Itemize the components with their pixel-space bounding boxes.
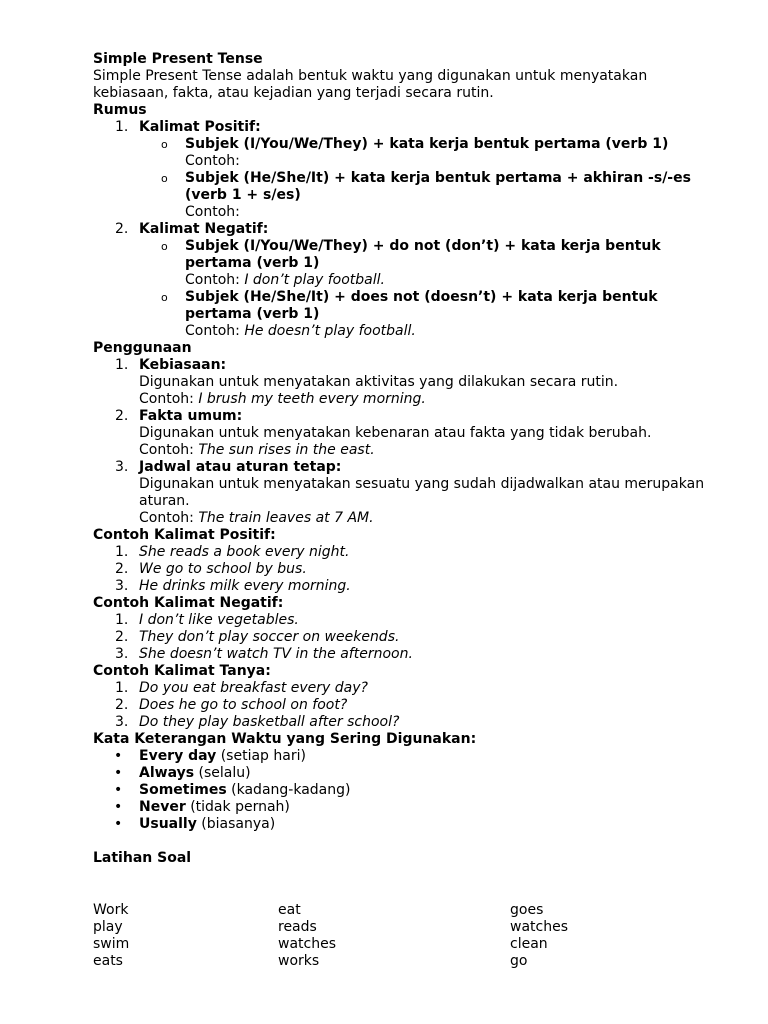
list-number: 1. <box>115 357 129 373</box>
contoh-line <box>139 391 718 408</box>
list-item <box>93 680 718 697</box>
circle-bullet-icon: o <box>161 291 168 304</box>
latihan-heading: Latihan Soal <box>93 850 192 866</box>
list-item <box>93 561 718 578</box>
contoh-text: The sun rises in the east. <box>198 442 375 458</box>
document-page <box>93 51 718 867</box>
negatif-heading: Contoh Kalimat Negatif: <box>93 595 284 611</box>
list-item <box>93 629 718 646</box>
list-number: 1. <box>115 612 129 628</box>
table-cell: reads <box>278 919 317 935</box>
rumus-subitem <box>139 238 718 289</box>
adverb-word: Always <box>139 765 195 781</box>
table-row <box>93 936 693 953</box>
adverb-word: Usually <box>139 816 197 832</box>
list-item <box>93 697 718 714</box>
example-sentence: He drinks milk every morning. <box>139 578 351 594</box>
rumus-subitem <box>139 136 718 170</box>
rumus-sublist <box>139 238 718 340</box>
contoh-label: Contoh: <box>185 323 240 339</box>
list-number: 2. <box>115 408 129 424</box>
table-row <box>93 902 693 919</box>
list-number: 3. <box>115 578 129 594</box>
table-cell: Work <box>93 902 129 918</box>
example-sentence: We go to school by bus. <box>139 561 307 577</box>
adverb-meaning: (tidak pernah) <box>190 799 290 815</box>
list-item <box>93 646 718 663</box>
example-sentence: Does he go to school on foot? <box>139 697 348 713</box>
rumus-sublist <box>139 136 718 221</box>
adverb-meaning: (kadang-kadang) <box>231 782 351 798</box>
contoh-line <box>185 272 718 289</box>
circle-bullet-icon: o <box>161 172 168 185</box>
rumus-formula: Subjek (I/You/We/They) + kata kerja bentuk pertama (verb 1) <box>185 136 669 152</box>
rumus-formula: Subjek (He/She/It) + does not (doesn’t) + kata kerja bentuk pertama (verb 1) <box>185 289 658 322</box>
table-cell: works <box>278 953 320 969</box>
list-number: 2. <box>115 697 129 713</box>
bullet-icon: • <box>114 799 123 815</box>
intro-paragraph: Simple Present Tense adalah bentuk waktu yang digunakan untuk menyatakan kebiasaan, fakta, atau kejadian yang terjadi secara rutin. <box>93 68 648 101</box>
rumus-item <box>93 221 718 340</box>
table-cell: play <box>93 919 123 935</box>
table-cell: goes <box>510 902 544 918</box>
list-number: 2. <box>115 221 129 237</box>
latihan-word-table <box>93 902 693 970</box>
list-number: 1. <box>115 680 129 696</box>
penggunaan-desc: Digunakan untuk menyatakan kebenaran atau fakta yang tidak berubah. <box>139 425 652 441</box>
contoh-label: Contoh: <box>185 204 240 220</box>
contoh-line <box>139 442 718 459</box>
penggunaan-label: Fakta umum: <box>139 408 243 424</box>
contoh-text: I brush my teeth every morning. <box>198 391 426 407</box>
list-item <box>93 544 718 561</box>
rumus-subitem <box>139 289 718 340</box>
list-item <box>93 782 718 799</box>
list-item <box>93 612 718 629</box>
list-number: 2. <box>115 629 129 645</box>
rumus-label: Kalimat Negatif: <box>139 221 269 237</box>
circle-bullet-icon: o <box>161 138 168 151</box>
page-title: Simple Present Tense <box>93 51 263 67</box>
list-number: 1. <box>115 119 129 135</box>
table-cell: swim <box>93 936 130 952</box>
list-number: 3. <box>115 459 129 475</box>
example-sentence: Do they play basketball after school? <box>139 714 400 730</box>
example-sentence: I don’t like vegetables. <box>139 612 299 628</box>
contoh-label: Contoh: <box>139 391 194 407</box>
tanya-list <box>93 680 718 731</box>
penggunaan-list <box>93 357 718 527</box>
rumus-list <box>93 119 718 340</box>
contoh-label: Contoh: <box>185 272 240 288</box>
table-cell: eat <box>278 902 301 918</box>
penggunaan-label: Jadwal atau aturan tetap: <box>139 459 342 475</box>
list-number: 3. <box>115 646 129 662</box>
penggunaan-desc: Digunakan untuk menyatakan sesuatu yang sudah dijadwalkan atau merupakan aturan. <box>139 476 705 509</box>
bullet-icon: • <box>114 765 123 781</box>
keterangan-heading: Kata Keterangan Waktu yang Sering Digunakan: <box>93 731 477 747</box>
circle-bullet-icon: o <box>161 240 168 253</box>
contoh-text: I don’t play football. <box>244 272 385 288</box>
adverb-meaning: (selalu) <box>198 765 251 781</box>
list-item <box>93 714 718 731</box>
rumus-heading: Rumus <box>93 102 147 118</box>
list-item <box>93 578 718 595</box>
table-row <box>93 953 693 970</box>
table-cell: eats <box>93 953 123 969</box>
bullet-icon: • <box>114 816 123 832</box>
adverb-meaning: (setiap hari) <box>220 748 306 764</box>
rumus-subitem <box>139 170 718 221</box>
keterangan-list <box>93 748 718 833</box>
contoh-text: The train leaves at 7 AM. <box>198 510 374 526</box>
spacer <box>93 833 718 850</box>
rumus-label: Kalimat Positif: <box>139 119 261 135</box>
penggunaan-item <box>93 357 718 408</box>
contoh-text: He doesn’t play football. <box>244 323 416 339</box>
penggunaan-label: Kebiasaan: <box>139 357 227 373</box>
contoh-line <box>185 153 718 170</box>
list-number: 1. <box>115 544 129 560</box>
adverb-word: Never <box>139 799 186 815</box>
penggunaan-heading: Penggunaan <box>93 340 192 356</box>
contoh-line <box>185 204 718 221</box>
example-sentence: They don’t play soccer on weekends. <box>139 629 400 645</box>
contoh-label: Contoh: <box>139 510 194 526</box>
positif-heading: Contoh Kalimat Positif: <box>93 527 276 543</box>
example-sentence: She doesn’t watch TV in the afternoon. <box>139 646 413 662</box>
table-cell: watches <box>278 936 336 952</box>
list-number: 2. <box>115 561 129 577</box>
contoh-label: Contoh: <box>185 153 240 169</box>
list-item <box>93 748 718 765</box>
rumus-item <box>93 119 718 221</box>
example-sentence: Do you eat breakfast every day? <box>139 680 368 696</box>
penggunaan-item <box>93 459 718 527</box>
bullet-icon: • <box>114 782 123 798</box>
tanya-heading: Contoh Kalimat Tanya: <box>93 663 271 679</box>
list-item <box>93 816 718 833</box>
list-item <box>93 765 718 782</box>
rumus-formula: Subjek (He/She/It) + kata kerja bentuk pertama + akhiran -s/-es (verb 1 + s/es) <box>185 170 691 203</box>
bullet-icon: • <box>114 748 123 764</box>
adverb-word: Sometimes <box>139 782 227 798</box>
list-item <box>93 799 718 816</box>
table-cell: go <box>510 953 528 969</box>
table-cell: watches <box>510 919 568 935</box>
contoh-line <box>185 323 718 340</box>
positif-list <box>93 544 718 595</box>
list-number: 3. <box>115 714 129 730</box>
example-sentence: She reads a book every night. <box>139 544 350 560</box>
table-row <box>93 919 693 936</box>
rumus-formula: Subjek (I/You/We/They) + do not (don’t) + kata kerja bentuk pertama (verb 1) <box>185 238 661 271</box>
penggunaan-desc: Digunakan untuk menyatakan aktivitas yang dilakukan secara rutin. <box>139 374 619 390</box>
contoh-line <box>139 510 718 527</box>
contoh-label: Contoh: <box>139 442 194 458</box>
adverb-meaning: (biasanya) <box>201 816 276 832</box>
penggunaan-item <box>93 408 718 459</box>
table-cell: clean <box>510 936 548 952</box>
negatif-list <box>93 612 718 663</box>
adverb-word: Every day <box>139 748 217 764</box>
